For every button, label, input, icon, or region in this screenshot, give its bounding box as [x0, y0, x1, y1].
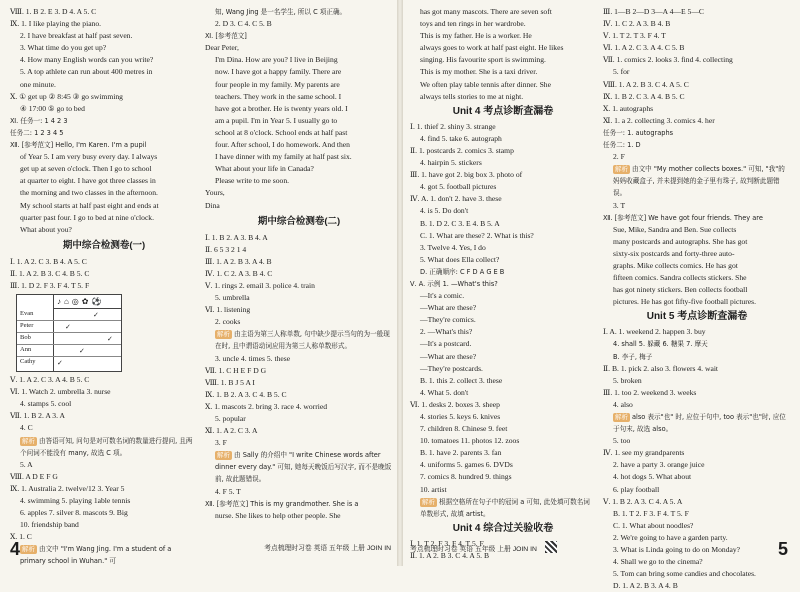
answer-line: Ⅵ. 1. listening: [205, 305, 251, 315]
answer-line: am a pupil. I'm in Year 5. I usually go to: [215, 115, 338, 125]
answer-line: Ⅹ. ① get up ② 8:45 ③ go swimming: [10, 91, 123, 101]
answer-line: —What are these?: [420, 303, 477, 313]
check-mark-icon: ✓: [57, 359, 63, 368]
answer-line: Ⅰ. 1. B 2. A 3. B 4. A: [205, 232, 268, 242]
answer-table: [16, 294, 122, 372]
table-row-label: Ann: [20, 346, 32, 354]
analysis-badge: 解析: [217, 452, 230, 460]
answer-line: —What are these?: [420, 351, 477, 361]
answer-line: sixty-six postcards and forty-three auto-: [613, 248, 735, 258]
answer-line: 4. shall 5. 躲藏 6. 糖果 7. 摩天: [613, 340, 708, 349]
answer-line: My school starts at half past eight and ends at: [20, 200, 159, 210]
col2-analysis-2: 解析 由 Sally 的介绍中 "I write Chinese words after dinner every day." 可知, 她每天晚饭后写汉字, 而不是晚饭前, 故此题错误。: [215, 451, 392, 484]
answer-line: 5. A top athlete can run about 400 metres in: [20, 67, 153, 77]
answer-line: Ⅺ. [参考范文]: [205, 32, 247, 41]
table-row-label: Evan: [20, 310, 34, 318]
answer-line: 6. play football: [613, 484, 660, 494]
col4-block-c: [603, 326, 791, 411]
answer-line: many postcards and autographs. She has got: [613, 236, 748, 246]
page-number: 4: [10, 539, 21, 559]
answer-line: 5. for: [613, 67, 630, 77]
answer-line: 4. stamps 5. cool: [20, 399, 72, 409]
answer-line: 4. got 5. football pictures: [420, 182, 497, 192]
answer-line: quarter past four. I go to bed at nine o'clock.: [20, 212, 155, 222]
answer-line: 5. broken: [613, 375, 642, 385]
answer-line: Ⅸ. 1. I like playing the piano.: [10, 19, 102, 29]
answer-line: Ⅲ. 1—B 2—D 3—A 4—E 5—C: [603, 7, 704, 16]
answer-line: 4. also: [613, 399, 633, 409]
answer-line: Ⅱ. 1. A 2. B 3. C 4. A 5. B: [410, 550, 490, 560]
col1-block-a: [10, 6, 198, 236]
answer-line: Ⅻ. [参考范文] We have got four friends. They are: [603, 213, 763, 222]
page-number: 5: [777, 539, 788, 559]
answer-line: Ⅹ. 1. autographs: [603, 103, 654, 113]
answer-line: Ⅺ. 任务一: 1 4 2 3: [10, 116, 68, 125]
answer-line: 4. find 5. take 6. autograph: [420, 133, 502, 143]
answer-line: C. 1. What about noodles?: [613, 520, 694, 530]
answer-line: Ⅵ. 1. desks 2. boxes 3. sheep: [410, 399, 500, 409]
answer-line: 知, Wang Jing 是一名学生, 所以 C 项正确。: [215, 8, 347, 16]
right-footer: [410, 538, 792, 560]
col2-block-d: [205, 486, 393, 522]
answer-line: have got a brother. He is twenty years old. I: [215, 103, 348, 113]
answer-line: 3. What time do you get up?: [20, 43, 107, 53]
answer-line: Ⅰ. 1. T 2. F 3. F 4. T 5. F: [410, 538, 484, 548]
footer-book-info: 考点梳理时习卷 英语 五年级 上册 JOIN IN: [410, 546, 537, 553]
answer-line: four people in my family. My parents are: [215, 79, 340, 89]
qr-code-icon: [545, 541, 557, 553]
answer-line: now. I have got a happy family. There are: [215, 67, 342, 77]
table-header-icons: [53, 295, 121, 309]
left-page: [0, 0, 400, 566]
answer-line: —They're comics.: [420, 315, 476, 325]
answer-line: 任务二: 1. D: [603, 141, 641, 150]
answer-line: one minute.: [20, 79, 56, 89]
answer-line: Ⅳ. 1. C 2. A 3. B 4. B: [603, 19, 671, 29]
answer-line: fifteen comics. Sandra collects stickers. She: [613, 273, 747, 283]
answer-line: 2. F: [613, 152, 625, 162]
answer-line: always tells stories to me at night.: [420, 91, 524, 101]
answer-line: Ⅰ. 1. thief 2. shiny 3. strange: [410, 121, 496, 131]
col4-analysis-1: 解析 由文中 "My mother collects boxes." 可知, "我"的妈妈收藏盒子, 并未提到她的金子里有珠子, 故判断此题错误。: [613, 165, 785, 198]
col1-block-d: [10, 447, 198, 544]
answer-line: 6. apples 7. silver 8. mascots 9. Big: [20, 508, 128, 518]
left-column-2: [205, 6, 393, 534]
answer-line: has got ninety stickers. Ben collects football: [613, 285, 748, 295]
answer-line: nurse. She likes to help other people. She: [215, 510, 341, 520]
answer-line: 4. uniforms 5. games 6. DVDs: [420, 460, 513, 470]
answer-line: B. 1. D 2. C 3. E 4. B 5. A: [420, 218, 500, 228]
answer-line: 4. hot dogs 5. What about: [613, 472, 692, 482]
icon-row-glyphs: ♪⌂◎✿⚽: [57, 297, 105, 307]
answer-line: —They're postcards.: [420, 363, 483, 373]
col3-analysis: 解析 根据空格所在句子中的冠词 a 可知, 此处填可数名词单数形式, 故填 artist。: [420, 497, 590, 518]
answer-line: I have dinner with my family at half past six.: [215, 152, 352, 162]
answer-line: Sue, Mike, Sandra and Ben. Sue collects: [613, 224, 737, 234]
answer-line: Ⅺ. 1. A 2. C 3. A: [205, 426, 258, 436]
col2-block-c: [205, 353, 393, 450]
answer-line: Ⅴ. A. 示例 1. —What's this?: [410, 279, 498, 288]
answer-line: 5. Tom can bring some candies and chocolates.: [613, 569, 756, 579]
col2-analysis-1: 解析 由主语为第三人称单数, 句中缺少提示当句的为一般现在时, 且中谓语动词应用为第三人称单数形式。: [215, 330, 390, 351]
answer-line: 4. How many English words can you write?: [20, 55, 154, 65]
answer-line: 10. tomatoes 11. photos 12. zoos: [420, 436, 520, 446]
answer-line: Ⅹ. 1. mascots 2. bring 3. race 4. worried: [205, 401, 328, 411]
answer-line: pictures. He has got fifty-five football pictures.: [613, 297, 756, 307]
answer-line: of Year 5. I am very busy every day. I always: [20, 152, 158, 162]
answer-line: 5. popular: [215, 414, 246, 423]
col4-block-b: [603, 200, 791, 309]
answer-line: Ⅳ. 1. see my grandparents: [603, 448, 685, 458]
check-mark-icon: ✓: [93, 311, 99, 320]
answer-line: D. 1. A 2. B 3. A 4. B: [613, 581, 678, 591]
answer-line: 3. uncle 4. times 5. these: [215, 353, 291, 363]
answer-line: 3. What is Linda going to do on Monday?: [613, 545, 741, 555]
col4-block-a: [603, 6, 791, 163]
answer-line: Ⅻ. [参考范文] This is my grandmother. She is a: [205, 499, 359, 508]
answer-line: Ⅳ. 1. C 2. A 3. B 4. C: [205, 268, 273, 278]
answer-line: Dina: [205, 200, 220, 210]
answer-line: Ⅲ. 1. D 2. F 3. F 4. T 5. F: [10, 280, 90, 290]
answer-line: 任务二: 1 2 3 4 5: [10, 128, 64, 137]
answer-line: Ⅸ. 1. Australia 2. twelve/12 3. Year 5: [10, 483, 125, 493]
answer-line: We often play table tennis after dinner. She: [420, 79, 551, 89]
answer-line: Ⅲ. 1. too 2. weekend 3. weeks: [603, 387, 697, 397]
answer-line: Ⅶ. 1. C H E F D G: [205, 365, 267, 375]
answer-line: Ⅶ. 1. comics 2. looks 3. find 4. collecting: [603, 55, 733, 65]
answer-line: always goes to work at half past eight. He likes: [420, 43, 564, 53]
answer-line: What about you?: [20, 224, 72, 234]
col1-analysis-2: 解析 由文中 "I'm Wang Jing. I'm a student of a primary school in Wuhan." 可: [20, 545, 172, 566]
answer-line: Yours,: [205, 188, 225, 198]
table-row-label: Bob: [20, 334, 31, 342]
answer-line: 任务一: 1. autographs: [603, 128, 674, 137]
answer-line: 2. have a party 3. orange juice: [613, 460, 705, 470]
analysis-badge: 解析: [217, 331, 230, 339]
answer-line: Ⅷ. 1. A 2. B 3. C 4. A 5. C: [603, 79, 689, 89]
check-mark-icon: ✓: [107, 335, 113, 344]
answer-line: C. 1. What are these? 2. What is this?: [420, 230, 534, 240]
col2-block-b: [205, 232, 393, 329]
check-mark-icon: ✓: [65, 323, 71, 332]
answer-line: school at 8 o'clock. School ends at half past: [215, 127, 348, 137]
answer-line: Ⅴ. 1. T 2. T 3. F 4. T: [603, 31, 666, 41]
answer-line: 4. C: [20, 423, 33, 433]
answer-line: —It's a comic.: [420, 291, 465, 301]
section-title-unit5-check: Unit 5 考点诊断查漏卷: [646, 311, 748, 323]
section-title-midterm-2: 期中综合检测卷(二): [257, 215, 341, 227]
col4-block-d: [603, 435, 791, 592]
answer-line: Ⅰ. 1. A 2. C 3. B 4. A 5. C: [10, 256, 87, 266]
col4-analysis-2: 解析 also 表示"也" 时, 应位于句中, too 表示"也"时, 应位于句末, 故选 also。: [613, 413, 786, 434]
analysis-badge: 解析: [422, 498, 435, 506]
answer-line: graphs. Mike collects comics. He has got: [613, 260, 738, 270]
analysis-badge: 解析: [615, 414, 628, 421]
table-row-label: Peter: [20, 322, 34, 330]
answer-line: 4. What 5. don't: [420, 387, 469, 397]
answer-line: B. 1. this 2. collect 3. these: [420, 375, 503, 385]
right-column-2: [603, 6, 791, 591]
answer-line: —It's a postcard.: [420, 339, 472, 349]
answer-line: at quarter to eight. I have got three classes in: [20, 176, 156, 186]
answer-line: Ⅵ. 1. Watch 2. umbrella 3. nurse: [10, 387, 111, 397]
answer-line: teachers. They work in the same school. I: [215, 91, 342, 101]
answer-line: Ⅳ. A. 1. don't 2. have 3. these: [410, 194, 502, 204]
answer-line: Ⅺ. 1. a 2. collecting 3. comics 4. her: [603, 115, 715, 125]
answer-line: D. 正确顺序: C F D A G E B: [420, 267, 505, 276]
answer-line: 5. umbrella: [215, 293, 250, 303]
answer-line: Ⅶ. 1. B 2. A 3. A: [10, 411, 65, 421]
answer-line: toys and ten rings in her wardrobe.: [420, 19, 526, 29]
answer-line: I'm Dina. How are you? I live in Beijing: [215, 55, 338, 65]
answer-line: 4. F 5. T: [215, 486, 241, 496]
answer-line: four. After school, I do homework. And then: [215, 140, 350, 150]
col3-block-c: [410, 218, 596, 496]
answer-line: Ⅴ. 1. A 2. C 3. A 4. B 5. C: [10, 375, 90, 385]
answer-line: Ⅷ. 1. B 2. E 3. D 4. A 5. C: [10, 7, 97, 16]
answer-line: Please write to me soon.: [215, 176, 290, 186]
answer-line: This is my mother. She is a taxi driver.: [420, 67, 538, 77]
answer-line: 5. A: [20, 459, 33, 469]
table-row-label: Cathy: [20, 358, 36, 366]
answer-line: has got many mascots. There are seven soft: [420, 7, 552, 16]
answer-line: singing. His favourite sport is swimming.: [420, 55, 546, 65]
answer-line: 7. children 8. Chinese 9. feet: [420, 424, 508, 434]
answer-line: 4. swimming 5. playing 1able tennis: [20, 496, 131, 505]
answer-line: 个问词不能没有 many, 故选 C 项。: [20, 448, 127, 457]
answer-line: Ⅷ. 1. B J 5 A I: [205, 377, 255, 387]
answer-line: 2. —What's this?: [420, 327, 473, 337]
answer-line: 5. too: [613, 436, 631, 446]
answer-line: Ⅻ. [参考范文] Hello, I'm Karen. I'm a pupil: [10, 141, 147, 150]
col1-analysis-1: 解析 由答语可知, 问句是对可数名词的数量进行提问, 且两: [22, 436, 193, 445]
answer-line: B. 李子, 梅子: [613, 352, 653, 361]
answer-line: Ⅱ. 1. postcards 2. comics 3. stamp: [410, 145, 514, 155]
answer-line: Dear Peter,: [205, 43, 239, 53]
answer-line: 4. Shall we go to the cinema?: [613, 557, 703, 567]
answer-line: 2. cooks: [215, 317, 241, 327]
analysis-badge: 解析: [22, 437, 35, 445]
answer-line: Ⅴ. 1. B 2. A 3. C 4. A 5. A: [603, 496, 683, 506]
answer-line: B. 1. T 2. F 3. F 4. T 5. F: [613, 508, 689, 518]
section-title-unit4-review: Unit 4 综合过关验收卷: [452, 522, 554, 534]
answer-line: 2. We're going to have a garden party.: [613, 532, 728, 542]
answer-line: 10. artist: [420, 484, 447, 494]
analysis-badge: 解析: [615, 166, 628, 174]
answer-line: Ⅲ. 1. A 2. B 3. A 4. B: [205, 256, 272, 266]
answer-line: What about your life in Canada?: [215, 164, 314, 174]
answer-line: 3. Twelve 4. Yes, I do: [420, 242, 486, 252]
col3-block-b: [410, 121, 596, 218]
answer-line: Ⅰ. A. 1. weekend 2. happen 3. buy: [603, 327, 706, 337]
section-title-midterm-1: 期中综合检测卷(一): [62, 239, 146, 251]
answer-line: 10. friendship band: [20, 520, 79, 530]
left-footer: [10, 538, 395, 560]
answer-line: Ⅱ. 6 5 3 2 1 4: [205, 244, 247, 254]
left-column-1: [10, 6, 198, 566]
footer-book-info: 考点梳理时习卷 英语 五年级 上册 JOIN IN: [264, 545, 391, 552]
answer-line: Ⅵ. 1. A 2. C 3. A 4. C 5. B: [603, 43, 685, 53]
answer-line: get up at seven o'clock. Then I go to school: [20, 164, 152, 174]
answer-line: Ⅱ. B. 1. pick 2. also 3. flowers 4. wait: [603, 363, 719, 373]
answer-line: 4. stories 5. keys 6. knives: [420, 412, 501, 421]
col1-block-c: [10, 374, 198, 434]
answer-line: 4. hairpin 5. stickers: [420, 158, 482, 168]
answer-line: 7. comics 8. hundred 9. things: [420, 472, 512, 482]
answer-line: Ⅷ. A D E F G: [10, 471, 58, 481]
analysis-badge: 解析: [22, 546, 35, 554]
answer-line: 5. What does Ella collect?: [420, 254, 500, 264]
col2-block-a: [205, 6, 393, 212]
table-row: [17, 356, 121, 368]
answer-line: Ⅹ. 1. C: [10, 532, 32, 542]
right-page: [400, 0, 800, 591]
answer-line: 3. F: [215, 438, 227, 448]
answer-line: B. 1. have 2. parents 3. fan: [420, 448, 502, 458]
answer-line: ④ 17:00 ⑤ go to bed: [20, 103, 85, 113]
check-mark-icon: ✓: [79, 347, 85, 356]
answer-line: 2. D 3. C 4. C 5. B: [215, 19, 272, 29]
answer-line: This is my father. He is a worker. He: [420, 31, 532, 41]
answer-line: Ⅸ. 1. B 2. A 3. C 4. B 5. C: [205, 389, 287, 399]
answer-line: 2. I have breakfast at half past seven.: [20, 31, 133, 41]
answer-line: 4. is 5. Do don't: [420, 206, 469, 216]
answer-line: Ⅲ. 1. have got 2. big box 3. photo of: [410, 170, 523, 180]
answer-line: Ⅱ. 1. A 2. B 3. C 4. B 5. C: [10, 268, 90, 278]
answer-line: Ⅸ. 1. B 2. C 3. A 4. B 5. C: [603, 91, 685, 101]
col1-block-b: [10, 256, 198, 292]
col3-block-a: [410, 6, 596, 103]
answer-line: Ⅴ. 1. rings 2. email 3. police 4. train: [205, 280, 315, 290]
section-title-unit4-check: Unit 4 考点诊断查漏卷: [452, 105, 554, 117]
answer-line: 3. T: [613, 200, 626, 210]
answer-line: the morning and two classes in the afternoon.: [20, 188, 158, 198]
